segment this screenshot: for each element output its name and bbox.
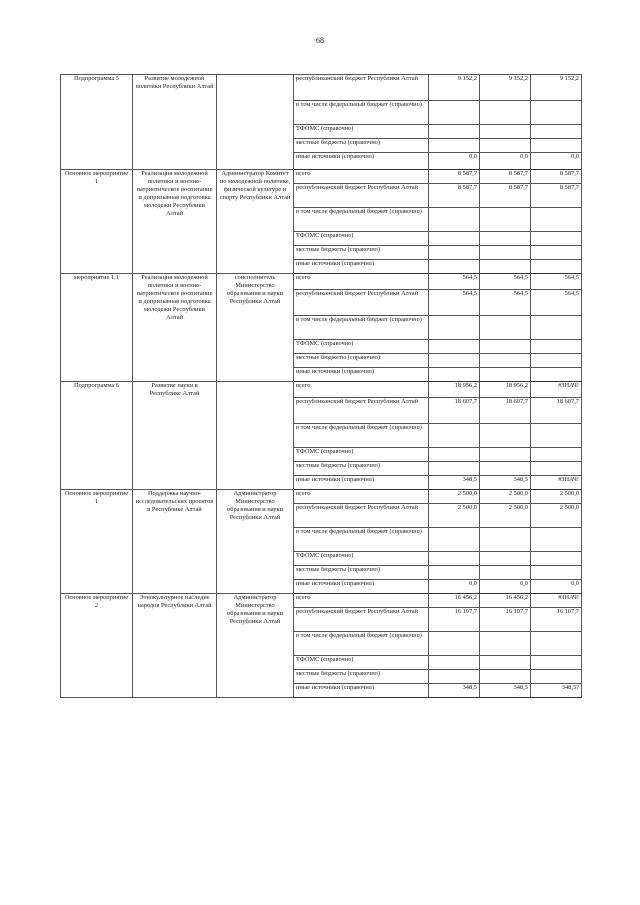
amount-cell: 564,5 — [531, 290, 582, 316]
amount-cell: 18 956,2 — [480, 382, 531, 398]
amount-cell — [531, 670, 582, 684]
amount-cell — [531, 208, 582, 232]
funding-source-cell: в том числе федеральный бюджет (справочно) — [294, 316, 429, 340]
amount-cell: 8 587,7 — [480, 184, 531, 208]
amount-cell: #ЗНАЧ! — [531, 476, 582, 490]
amount-cell — [531, 139, 582, 153]
program-level-cell: Подпрограмма 6 — [61, 382, 133, 490]
amount-cell: 564,5 — [480, 274, 531, 290]
amount-cell: 16 107,7 — [531, 608, 582, 632]
amount-cell: 8 587,7 — [480, 170, 531, 184]
amount-cell — [429, 368, 480, 382]
funding-source-cell: ТФОМС (справочно) — [294, 448, 429, 462]
amount-cell — [480, 462, 531, 476]
amount-cell — [480, 246, 531, 260]
executor-cell — [217, 75, 294, 170]
funding-source-cell: в том числе федеральный бюджет (справочно) — [294, 424, 429, 448]
table-row — [61, 382, 582, 398]
amount-cell: 0,0 — [531, 153, 582, 170]
program-name-cell: Поддержка научно-исследовательских проектов в Республике Алтай — [133, 490, 217, 594]
amount-cell: 8 587,7 — [429, 184, 480, 208]
funding-source-cell: иные источники (справочно) — [294, 476, 429, 490]
funding-source-cell: иные источники (справочно) — [294, 684, 429, 698]
executor-cell: Администратор Министерство образования и науки Республики Алтай — [217, 490, 294, 594]
funding-source-cell: ТФОМС (справочно) — [294, 552, 429, 566]
amount-cell: #ЗНАЧ! — [531, 382, 582, 398]
amount-cell — [429, 448, 480, 462]
funding-source-cell: всего — [294, 594, 429, 608]
amount-cell: 9 152,2 — [531, 75, 582, 101]
amount-cell — [531, 101, 582, 125]
amount-cell: 8 587,7 — [531, 170, 582, 184]
funding-source-cell: всего — [294, 170, 429, 184]
budget-table — [60, 74, 582, 698]
amount-cell — [429, 208, 480, 232]
table-row — [61, 170, 582, 184]
amount-cell — [429, 552, 480, 566]
program-name-cell: Развитие науки в Республике Алтай — [133, 382, 217, 490]
amount-cell: 16 456,2 — [429, 594, 480, 608]
amount-cell — [480, 656, 531, 670]
amount-cell — [531, 354, 582, 368]
amount-cell: 2 500,0 — [480, 504, 531, 528]
amount-cell — [480, 632, 531, 656]
amount-cell: 348,5 — [480, 684, 531, 698]
funding-source-cell: в том числе федеральный бюджет (справочно) — [294, 632, 429, 656]
funding-source-cell: местные бюджеты (справочно) — [294, 139, 429, 153]
funding-source-cell: местные бюджеты (справочно) — [294, 354, 429, 368]
funding-source-cell: местные бюджеты (справочно) — [294, 462, 429, 476]
funding-source-cell: в том числе федеральный бюджет (справочно) — [294, 101, 429, 125]
amount-cell: 16 456,2 — [480, 594, 531, 608]
funding-source-cell: в том числе федеральный бюджет (справочно) — [294, 208, 429, 232]
funding-source-cell: иные источники (справочно) — [294, 153, 429, 170]
funding-source-cell: иные источники (справочно) — [294, 260, 429, 274]
amount-cell — [531, 632, 582, 656]
amount-cell: 18 607,7 — [429, 398, 480, 424]
funding-source-cell: ТФОМС (справочно) — [294, 232, 429, 246]
amount-cell: 348,5 — [429, 476, 480, 490]
page-number: 68 — [316, 36, 324, 45]
amount-cell: 348,5? — [531, 684, 582, 698]
funding-source-cell: республиканский бюджет Республики Алтай — [294, 398, 429, 424]
program-name-cell: Реализация молодежной политики и военно-патриотическое воспитание и допризывная подготовка молодежи Республики Алтай — [133, 170, 217, 274]
amount-cell — [531, 260, 582, 274]
amount-cell — [531, 368, 582, 382]
amount-cell: #ЗНАЧ! — [531, 594, 582, 608]
funding-source-cell: республиканский бюджет Республики Алтай — [294, 75, 429, 101]
amount-cell: 18 607,7 — [480, 398, 531, 424]
funding-source-cell: ТФОМС (справочно) — [294, 125, 429, 139]
program-name-cell: Развитие молодежной политики Республики Алтай — [133, 75, 217, 170]
amount-cell: 0,0 — [480, 153, 531, 170]
amount-cell — [429, 101, 480, 125]
funding-source-cell: всего — [294, 274, 429, 290]
funding-source-cell: республиканский бюджет Республики Алтай — [294, 290, 429, 316]
amount-cell — [429, 340, 480, 354]
amount-cell — [429, 656, 480, 670]
amount-cell — [429, 139, 480, 153]
funding-source-cell: местные бюджеты (справочно) — [294, 670, 429, 684]
amount-cell — [429, 354, 480, 368]
amount-cell — [429, 424, 480, 448]
amount-cell — [480, 528, 531, 552]
amount-cell — [429, 246, 480, 260]
amount-cell — [429, 125, 480, 139]
amount-cell: 348,5 — [480, 476, 531, 490]
amount-cell: 2 500,0 — [480, 490, 531, 504]
amount-cell — [480, 566, 531, 580]
amount-cell: 2 500,0 — [531, 504, 582, 528]
amount-cell — [480, 354, 531, 368]
amount-cell: 16 107,7 — [429, 608, 480, 632]
amount-cell: 0,0 — [429, 580, 480, 594]
amount-cell — [429, 232, 480, 246]
amount-cell — [480, 552, 531, 566]
table-row — [61, 274, 582, 290]
amount-cell: 9 152,2 — [429, 75, 480, 101]
amount-cell — [531, 125, 582, 139]
funding-source-cell: ТФОМС (справочно) — [294, 340, 429, 354]
amount-cell — [480, 139, 531, 153]
amount-cell — [531, 340, 582, 354]
amount-cell — [531, 566, 582, 580]
amount-cell — [531, 424, 582, 448]
table-row — [61, 75, 582, 101]
amount-cell — [531, 656, 582, 670]
program-level-cell: Основное мероприятие 1 — [61, 170, 133, 274]
funding-source-cell: местные бюджеты (справочно) — [294, 246, 429, 260]
amount-cell: 16 107,7 — [480, 608, 531, 632]
amount-cell — [531, 316, 582, 340]
executor-cell: соисполнитель Министерство образования и науки Республики Алтай — [217, 274, 294, 382]
amount-cell — [480, 670, 531, 684]
amount-cell — [429, 462, 480, 476]
amount-cell: 564,5 — [531, 274, 582, 290]
funding-source-cell: всего — [294, 490, 429, 504]
amount-cell — [480, 448, 531, 462]
amount-cell — [480, 232, 531, 246]
funding-source-cell: республиканский бюджет Республики Алтай — [294, 504, 429, 528]
amount-cell: 18 607,7 — [531, 398, 582, 424]
amount-cell — [531, 448, 582, 462]
amount-cell — [531, 246, 582, 260]
amount-cell — [480, 125, 531, 139]
amount-cell — [429, 316, 480, 340]
amount-cell: 2 500,0 — [429, 504, 480, 528]
program-level-cell: Основное мероприятие 1 — [61, 490, 133, 594]
program-name-cell: Реализация молодежной политики и военно-патриотическое воспитание и допризывная подготовка молодежи Республики Алтай — [133, 274, 217, 382]
amount-cell: 348,5 — [429, 684, 480, 698]
table-row — [61, 594, 582, 608]
funding-source-cell: республиканский бюджет Республики Алтай — [294, 608, 429, 632]
amount-cell: 564,5 — [480, 290, 531, 316]
program-level-cell: мероприятие 1.1 — [61, 274, 133, 382]
amount-cell: 2 500,0 — [531, 490, 582, 504]
amount-cell — [429, 528, 480, 552]
amount-cell — [480, 368, 531, 382]
amount-cell — [531, 528, 582, 552]
program-name-cell: Этнокультурное наследие народов Республики Алтай — [133, 594, 217, 698]
table-row — [61, 490, 582, 504]
amount-cell — [480, 260, 531, 274]
amount-cell — [429, 260, 480, 274]
amount-cell: 564,5 — [429, 290, 480, 316]
funding-source-cell: иные источники (справочно) — [294, 580, 429, 594]
amount-cell — [429, 670, 480, 684]
program-level-cell: Основное мероприятие 2 — [61, 594, 133, 698]
amount-cell: 9 152,2 — [480, 75, 531, 101]
amount-cell: 8 587,7 — [531, 184, 582, 208]
amount-cell — [429, 632, 480, 656]
amount-cell — [480, 208, 531, 232]
funding-source-cell: всего — [294, 382, 429, 398]
amount-cell: 0,0 — [429, 153, 480, 170]
funding-source-cell: в том числе федеральный бюджет (справочно) — [294, 528, 429, 552]
amount-cell — [480, 340, 531, 354]
program-level-cell: Подпрограмма 5 — [61, 75, 133, 170]
funding-source-cell: местные бюджеты (справочно) — [294, 566, 429, 580]
amount-cell: 0,0 — [480, 580, 531, 594]
funding-source-cell: республиканский бюджет Республики Алтай — [294, 184, 429, 208]
amount-cell: 0,0 — [531, 580, 582, 594]
amount-cell — [531, 232, 582, 246]
amount-cell — [480, 424, 531, 448]
funding-source-cell: ТФОМС (справочно) — [294, 656, 429, 670]
funding-source-cell: иные источники (справочно) — [294, 368, 429, 382]
amount-cell — [429, 566, 480, 580]
executor-cell: Администратор Министерство образования и науки Республики Алтай — [217, 594, 294, 698]
amount-cell — [531, 462, 582, 476]
amount-cell: 8 587,7 — [429, 170, 480, 184]
amount-cell: 564,5 — [429, 274, 480, 290]
executor-cell — [217, 382, 294, 490]
amount-cell: 18 956,2 — [429, 382, 480, 398]
executor-cell: Администратор Комитет по молодежной политике, физической культуре и спорту Республики Алтай — [217, 170, 294, 274]
amount-cell: 2 500,0 — [429, 490, 480, 504]
amount-cell — [480, 101, 531, 125]
amount-cell — [531, 552, 582, 566]
amount-cell — [480, 316, 531, 340]
